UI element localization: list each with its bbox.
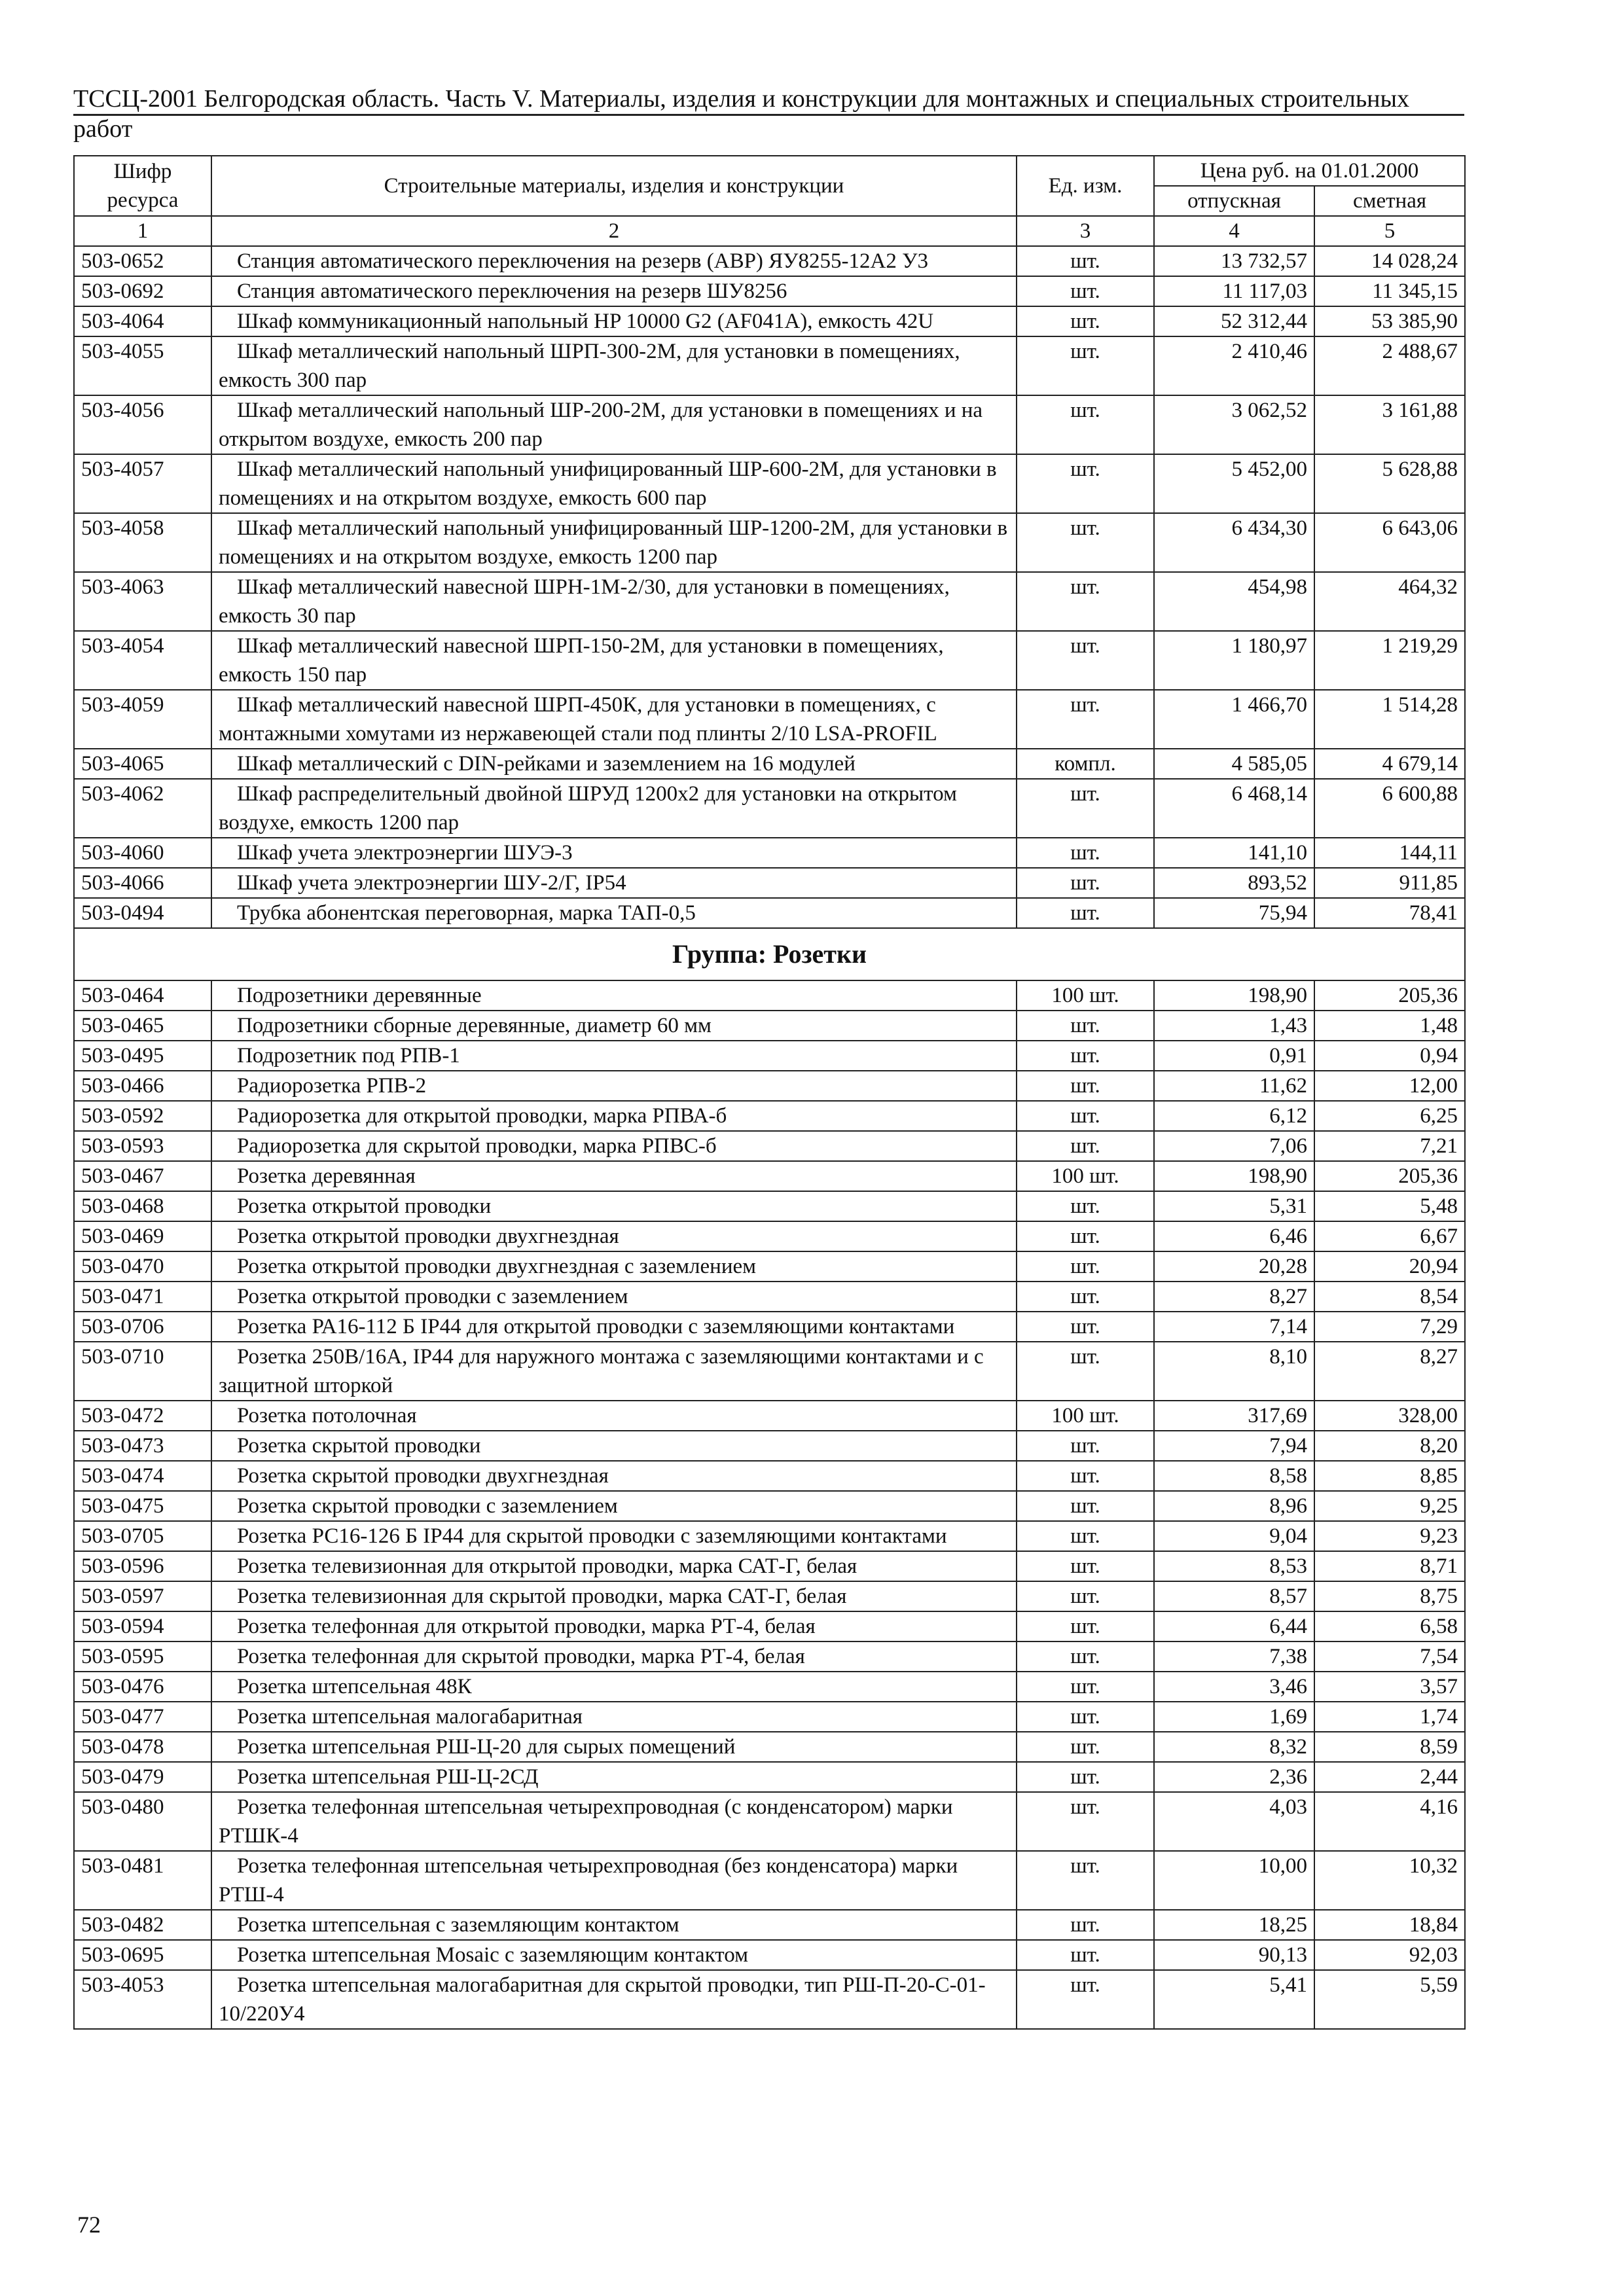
table-row <box>74 1312 1465 1342</box>
cell-release: 1 180,97 <box>1154 631 1314 690</box>
table-row <box>74 980 1465 1011</box>
cell-unit: шт. <box>1017 1282 1154 1312</box>
column-number: 1 <box>74 216 211 246</box>
cell-estimate: 8,75 <box>1314 1581 1465 1611</box>
table-row <box>74 1041 1465 1071</box>
cell-release: 13 732,57 <box>1154 246 1314 276</box>
table-row <box>74 690 1465 749</box>
cell-release: 8,96 <box>1154 1491 1314 1521</box>
table-row <box>74 1491 1465 1521</box>
cell-estimate: 5,59 <box>1314 1970 1465 2029</box>
cell-name: Розетка потолочная <box>211 1401 1017 1431</box>
cell-name: Розетка 250В/16А, IP44 для наружного монтажа с заземляющими контактами и с защитной шторкой <box>211 1342 1017 1401</box>
cell-estimate: 0,94 <box>1314 1041 1465 1071</box>
group-row <box>74 928 1465 980</box>
cell-name: Розетка телефонная штепсельная четырехпроводная (без конденсатора) марки РТШ-4 <box>211 1851 1017 1910</box>
cell-unit: шт. <box>1017 306 1154 336</box>
cell-release: 454,98 <box>1154 572 1314 631</box>
cell-code: 503-0466 <box>74 1071 211 1101</box>
cell-unit: шт. <box>1017 1312 1154 1342</box>
table-row <box>74 1581 1465 1611</box>
cell-release: 1 466,70 <box>1154 690 1314 749</box>
cell-release: 5,31 <box>1154 1191 1314 1221</box>
cell-estimate: 2 488,67 <box>1314 336 1465 395</box>
cell-release: 2,36 <box>1154 1762 1314 1792</box>
cell-release: 7,38 <box>1154 1641 1314 1672</box>
cell-code: 503-0596 <box>74 1551 211 1581</box>
cell-release: 6,12 <box>1154 1101 1314 1131</box>
cell-name: Розетка телефонная для открытой проводки, марка РТ-4, белая <box>211 1611 1017 1641</box>
cell-unit: шт. <box>1017 1191 1154 1221</box>
cell-code: 503-0594 <box>74 1611 211 1641</box>
cell-release: 5,41 <box>1154 1970 1314 2029</box>
cell-name: Шкаф металлический навесной ШРП-150-2М, для установки в помещениях, емкость 150 пар <box>211 631 1017 690</box>
cell-code: 503-0479 <box>74 1762 211 1792</box>
table-row <box>74 838 1465 868</box>
table-row <box>74 395 1465 454</box>
cell-estimate: 6 643,06 <box>1314 513 1465 572</box>
cell-release: 90,13 <box>1154 1940 1314 1970</box>
cell-estimate: 4,16 <box>1314 1792 1465 1851</box>
cell-unit: шт. <box>1017 572 1154 631</box>
cell-name: Шкаф коммуникационный напольный HP 10000 G2 (AF041A), емкость 42U <box>211 306 1017 336</box>
table-row <box>74 1732 1465 1762</box>
cell-unit: шт. <box>1017 276 1154 306</box>
cell-name: Шкаф металлический навесной ШРП-450К, для установки в помещениях, с монтажными хомутами из нержавеющей стали под плинты 2/10 LSA-PROFIL <box>211 690 1017 749</box>
cell-estimate: 5,48 <box>1314 1191 1465 1221</box>
table-row <box>74 1970 1465 2029</box>
cell-estimate: 8,54 <box>1314 1282 1465 1312</box>
table-row <box>74 749 1465 779</box>
cell-estimate: 8,20 <box>1314 1431 1465 1461</box>
cell-estimate: 14 028,24 <box>1314 246 1465 276</box>
cell-name: Розетка скрытой проводки <box>211 1431 1017 1461</box>
cell-release: 6 468,14 <box>1154 779 1314 838</box>
cell-release: 0,91 <box>1154 1041 1314 1071</box>
cell-release: 141,10 <box>1154 838 1314 868</box>
cell-release: 198,90 <box>1154 980 1314 1011</box>
cell-release: 7,14 <box>1154 1312 1314 1342</box>
cell-unit: шт. <box>1017 1851 1154 1910</box>
cell-name: Розетка открытой проводки с заземлением <box>211 1282 1017 1312</box>
cell-unit: шт. <box>1017 336 1154 395</box>
page-title: ТССЦ-2001 Белгородская область. Часть V. Материалы, изделия и конструкции для монтажных и специальных строительных работ <box>73 85 1410 143</box>
cell-code: 503-0597 <box>74 1581 211 1611</box>
cell-release: 4,03 <box>1154 1792 1314 1851</box>
cell-estimate: 1,48 <box>1314 1011 1465 1041</box>
column-number: 5 <box>1314 216 1465 246</box>
cell-release: 3,46 <box>1154 1672 1314 1702</box>
cell-unit: шт. <box>1017 779 1154 838</box>
cell-name: Подрозетники сборные деревянные, диаметр 60 мм <box>211 1011 1017 1041</box>
cell-unit: шт. <box>1017 1491 1154 1521</box>
cell-code: 503-0495 <box>74 1041 211 1071</box>
cell-release: 8,32 <box>1154 1732 1314 1762</box>
cell-unit: шт. <box>1017 898 1154 928</box>
header-rule <box>73 114 1464 116</box>
cell-estimate: 7,54 <box>1314 1641 1465 1672</box>
cell-estimate: 3,57 <box>1314 1672 1465 1702</box>
column-number: 4 <box>1154 216 1314 246</box>
table-row <box>74 1702 1465 1732</box>
cell-unit: 100 шт. <box>1017 1401 1154 1431</box>
cell-estimate: 2,44 <box>1314 1762 1465 1792</box>
cell-estimate: 53 385,90 <box>1314 306 1465 336</box>
cell-release: 317,69 <box>1154 1401 1314 1431</box>
cell-code: 503-4053 <box>74 1970 211 2029</box>
cell-estimate: 8,59 <box>1314 1732 1465 1762</box>
cell-estimate: 18,84 <box>1314 1910 1465 1940</box>
table-row <box>74 1011 1465 1041</box>
header-unit: Ед. изм. <box>1017 156 1154 216</box>
cell-name: Розетка открытой проводки двухгнездная с заземлением <box>211 1251 1017 1282</box>
cell-unit: компл. <box>1017 749 1154 779</box>
cell-code: 503-4059 <box>74 690 211 749</box>
cell-estimate: 1 514,28 <box>1314 690 1465 749</box>
cell-name: Шкаф распределительный двойной ШРУД 1200х2 для установки на открытом воздухе, емкость 1200 пар <box>211 779 1017 838</box>
table-row <box>74 868 1465 898</box>
table-row <box>74 1131 1465 1161</box>
cell-unit: шт. <box>1017 454 1154 513</box>
group-section <box>74 928 1465 980</box>
column-number: 2 <box>211 216 1017 246</box>
cell-unit: шт. <box>1017 1131 1154 1161</box>
cell-code: 503-0595 <box>74 1641 211 1672</box>
cell-estimate: 1 219,29 <box>1314 631 1465 690</box>
cell-name: Розетка штепсельная РШ-Ц-2СД <box>211 1762 1017 1792</box>
cell-estimate: 11 345,15 <box>1314 276 1465 306</box>
cell-release: 6,46 <box>1154 1221 1314 1251</box>
table-row <box>74 513 1465 572</box>
cell-release: 52 312,44 <box>1154 306 1314 336</box>
cell-unit: шт. <box>1017 1461 1154 1491</box>
column-number-row <box>74 216 1465 246</box>
cell-unit: шт. <box>1017 1071 1154 1101</box>
table-row <box>74 1071 1465 1101</box>
cell-estimate: 4 679,14 <box>1314 749 1465 779</box>
cell-estimate: 1,74 <box>1314 1702 1465 1732</box>
cell-name: Радиорозетка для скрытой проводки, марка РПВС-б <box>211 1131 1017 1161</box>
cell-name: Шкаф металлический навесной ШРН-1М-2/30, для установки в помещениях, емкость 30 пар <box>211 572 1017 631</box>
table-row <box>74 1431 1465 1461</box>
cell-code: 503-0474 <box>74 1461 211 1491</box>
cell-name: Розетка телефонная штепсельная четырехпроводная (с конденсатором) марки РТШК-4 <box>211 1792 1017 1851</box>
cell-unit: шт. <box>1017 838 1154 868</box>
cell-name: Подрозетник под РПВ-1 <box>211 1041 1017 1071</box>
cell-unit: шт. <box>1017 1940 1154 1970</box>
cell-unit: шт. <box>1017 1221 1154 1251</box>
cell-name: Радиорозетка для открытой проводки, марка РПВА-б <box>211 1101 1017 1131</box>
cell-unit: шт. <box>1017 1251 1154 1282</box>
group-title: Группа: Розетки <box>74 928 1465 980</box>
cell-name: Шкаф учета электроэнергии ШУЭ-3 <box>211 838 1017 868</box>
cell-unit: шт. <box>1017 1672 1154 1702</box>
cell-unit: шт. <box>1017 246 1154 276</box>
cell-name: Розетка штепсельная 48К <box>211 1672 1017 1702</box>
cell-code: 503-4054 <box>74 631 211 690</box>
table-row <box>74 246 1465 276</box>
cell-estimate: 205,36 <box>1314 1161 1465 1191</box>
cell-name: Розетка открытой проводки двухгнездная <box>211 1221 1017 1251</box>
cell-release: 8,57 <box>1154 1581 1314 1611</box>
cell-name: Розетка штепсельная малогабаритная для скрытой проводки, тип РШ-П-20-С-01-10/220У4 <box>211 1970 1017 2029</box>
cell-code: 503-0706 <box>74 1312 211 1342</box>
table-row <box>74 1342 1465 1401</box>
table-row <box>74 898 1465 928</box>
cell-estimate: 12,00 <box>1314 1071 1465 1101</box>
table-row <box>74 1851 1465 1910</box>
cell-code: 503-0470 <box>74 1251 211 1282</box>
cell-release: 10,00 <box>1154 1851 1314 1910</box>
header-estimate: сметная <box>1314 186 1465 216</box>
cell-release: 3 062,52 <box>1154 395 1314 454</box>
cell-code: 503-0482 <box>74 1910 211 1940</box>
cell-estimate: 911,85 <box>1314 868 1465 898</box>
table-row <box>74 276 1465 306</box>
cell-release: 2 410,46 <box>1154 336 1314 395</box>
cell-code: 503-0593 <box>74 1131 211 1161</box>
cell-unit: шт. <box>1017 1792 1154 1851</box>
cell-estimate: 5 628,88 <box>1314 454 1465 513</box>
cell-code: 503-4060 <box>74 838 211 868</box>
cell-code: 503-0476 <box>74 1672 211 1702</box>
cell-unit: шт. <box>1017 690 1154 749</box>
cell-name: Шкаф металлический напольный ШР-200-2М, для установки в помещениях и на открытом воздухе, емкость 200 пар <box>211 395 1017 454</box>
table-row <box>74 1792 1465 1851</box>
cell-name: Розетка штепсельная РШ-Ц-20 для сырых помещений <box>211 1732 1017 1762</box>
cell-name: Шкаф металлический напольный унифицированный ШР-1200-2М, для установки в помещениях и на открытом воздухе, емкость 1200 пар <box>211 513 1017 572</box>
cell-code: 503-0472 <box>74 1401 211 1431</box>
cell-name: Станция автоматического переключения на резерв (АВР) ЯУ8255-12А2 У3 <box>211 246 1017 276</box>
cell-release: 8,58 <box>1154 1461 1314 1491</box>
cell-name: Розетка штепсельная малогабаритная <box>211 1702 1017 1732</box>
table-row <box>74 1251 1465 1282</box>
table-row <box>74 306 1465 336</box>
cell-estimate: 205,36 <box>1314 980 1465 1011</box>
column-number: 3 <box>1017 216 1154 246</box>
cell-estimate: 78,41 <box>1314 898 1465 928</box>
table-row <box>74 336 1465 395</box>
cell-release: 9,04 <box>1154 1521 1314 1551</box>
cell-estimate: 8,27 <box>1314 1342 1465 1401</box>
cell-estimate: 8,71 <box>1314 1551 1465 1581</box>
cell-unit: шт. <box>1017 1641 1154 1672</box>
cell-estimate: 3 161,88 <box>1314 395 1465 454</box>
cell-unit: шт. <box>1017 1910 1154 1940</box>
cell-release: 1,43 <box>1154 1011 1314 1041</box>
cell-unit: шт. <box>1017 1041 1154 1071</box>
cell-unit: шт. <box>1017 631 1154 690</box>
cell-code: 503-0652 <box>74 246 211 276</box>
cell-release: 6 434,30 <box>1154 513 1314 572</box>
cell-code: 503-0473 <box>74 1431 211 1461</box>
cell-code: 503-0692 <box>74 276 211 306</box>
cell-unit: шт. <box>1017 395 1154 454</box>
cell-code: 503-0467 <box>74 1161 211 1191</box>
cell-unit: шт. <box>1017 1521 1154 1551</box>
header-release: отпускная <box>1154 186 1314 216</box>
cell-code: 503-0475 <box>74 1491 211 1521</box>
cell-unit: 100 шт. <box>1017 1161 1154 1191</box>
table-row <box>74 1191 1465 1221</box>
table-row <box>74 1672 1465 1702</box>
cell-estimate: 144,11 <box>1314 838 1465 868</box>
rows-group <box>74 980 1465 2029</box>
cell-code: 503-0469 <box>74 1221 211 1251</box>
cell-release: 18,25 <box>1154 1910 1314 1940</box>
cell-name: Розетка штепсельная с заземляющим контактом <box>211 1910 1017 1940</box>
table-row <box>74 1551 1465 1581</box>
table-row <box>74 1401 1465 1431</box>
cell-unit: шт. <box>1017 1732 1154 1762</box>
cell-release: 11,62 <box>1154 1071 1314 1101</box>
cell-estimate: 20,94 <box>1314 1251 1465 1282</box>
cell-code: 503-4064 <box>74 306 211 336</box>
cell-code: 503-0464 <box>74 980 211 1011</box>
cell-unit: шт. <box>1017 1702 1154 1732</box>
cell-name: Розетка РА16-112 Б IP44 для открытой проводки с заземляющими контактами <box>211 1312 1017 1342</box>
table-row <box>74 779 1465 838</box>
cell-unit: шт. <box>1017 1581 1154 1611</box>
cell-unit: шт. <box>1017 1342 1154 1401</box>
cell-code: 503-4066 <box>74 868 211 898</box>
rows-top <box>74 246 1465 928</box>
cell-code: 503-0480 <box>74 1792 211 1851</box>
cell-unit: шт. <box>1017 1011 1154 1041</box>
cell-release: 8,27 <box>1154 1282 1314 1312</box>
cell-unit: 100 шт. <box>1017 980 1154 1011</box>
price-table <box>73 155 1466 2030</box>
table-row <box>74 1461 1465 1491</box>
table-row <box>74 1221 1465 1251</box>
table-row <box>74 1611 1465 1641</box>
cell-release: 7,94 <box>1154 1431 1314 1461</box>
table-row <box>74 1910 1465 1940</box>
cell-release: 75,94 <box>1154 898 1314 928</box>
cell-unit: шт. <box>1017 868 1154 898</box>
cell-unit: шт. <box>1017 1611 1154 1641</box>
cell-code: 503-0471 <box>74 1282 211 1312</box>
cell-name: Розетка телевизионная для открытой проводки, марка САТ-Г, белая <box>211 1551 1017 1581</box>
cell-release: 4 585,05 <box>1154 749 1314 779</box>
cell-name: Розетка РС16-126 Б IP44 для скрытой проводки с заземляющими контактами <box>211 1521 1017 1551</box>
cell-name: Розетка телевизионная для скрытой проводки, марка САТ-Г, белая <box>211 1581 1017 1611</box>
cell-estimate: 9,23 <box>1314 1521 1465 1551</box>
table-row <box>74 1101 1465 1131</box>
cell-name: Радиорозетка РПВ-2 <box>211 1071 1017 1101</box>
cell-code: 503-4063 <box>74 572 211 631</box>
cell-release: 11 117,03 <box>1154 276 1314 306</box>
table-row <box>74 1641 1465 1672</box>
cell-name: Станция автоматического переключения на резерв ШУ8256 <box>211 276 1017 306</box>
cell-release: 6,44 <box>1154 1611 1314 1641</box>
cell-name: Трубка абонентская переговорная, марка ТАП-0,5 <box>211 898 1017 928</box>
cell-estimate: 92,03 <box>1314 1940 1465 1970</box>
table-row <box>74 631 1465 690</box>
page-number: 72 <box>77 2212 101 2238</box>
cell-name: Розетка открытой проводки <box>211 1191 1017 1221</box>
cell-unit: шт. <box>1017 1101 1154 1131</box>
cell-name: Шкаф учета электроэнергии ШУ-2/Г, IP54 <box>211 868 1017 898</box>
cell-name: Розетка скрытой проводки с заземлением <box>211 1491 1017 1521</box>
cell-code: 503-4055 <box>74 336 211 395</box>
cell-release: 8,53 <box>1154 1551 1314 1581</box>
cell-estimate: 6,67 <box>1314 1221 1465 1251</box>
cell-code: 503-0478 <box>74 1732 211 1762</box>
cell-release: 198,90 <box>1154 1161 1314 1191</box>
cell-code: 503-0592 <box>74 1101 211 1131</box>
cell-release: 7,06 <box>1154 1131 1314 1161</box>
cell-estimate: 6,25 <box>1314 1101 1465 1131</box>
cell-release: 5 452,00 <box>1154 454 1314 513</box>
cell-estimate: 6,58 <box>1314 1611 1465 1641</box>
table-row <box>74 1282 1465 1312</box>
table-row <box>74 1161 1465 1191</box>
cell-estimate: 8,85 <box>1314 1461 1465 1491</box>
table-row <box>74 1521 1465 1551</box>
cell-name: Шкаф металлический с DIN-рейками и заземлением на 16 модулей <box>211 749 1017 779</box>
cell-release: 1,69 <box>1154 1702 1314 1732</box>
cell-code: 503-0710 <box>74 1342 211 1401</box>
cell-release: 20,28 <box>1154 1251 1314 1282</box>
cell-unit: шт. <box>1017 513 1154 572</box>
cell-release: 8,10 <box>1154 1342 1314 1401</box>
cell-name: Шкаф металлический напольный унифицированный ШР-600-2М, для установки в помещениях и на открытом воздухе, емкость 600 пар <box>211 454 1017 513</box>
cell-code: 503-4065 <box>74 749 211 779</box>
cell-code: 503-0477 <box>74 1702 211 1732</box>
cell-code: 503-4056 <box>74 395 211 454</box>
page-header <box>73 84 1464 144</box>
header-name: Строительные материалы, изделия и конструкции <box>211 156 1017 216</box>
cell-code: 503-0481 <box>74 1851 211 1910</box>
cell-code: 503-0465 <box>74 1011 211 1041</box>
cell-estimate: 6 600,88 <box>1314 779 1465 838</box>
cell-estimate: 464,32 <box>1314 572 1465 631</box>
cell-estimate: 7,21 <box>1314 1131 1465 1161</box>
cell-name: Шкаф металлический напольный ШРП-300-2М, для установки в помещениях, емкость 300 пар <box>211 336 1017 395</box>
table-row <box>74 572 1465 631</box>
header-price: Цена руб. на 01.01.2000 <box>1154 156 1465 186</box>
cell-name: Розетка деревянная <box>211 1161 1017 1191</box>
cell-code: 503-4062 <box>74 779 211 838</box>
cell-release: 893,52 <box>1154 868 1314 898</box>
cell-estimate: 9,25 <box>1314 1491 1465 1521</box>
cell-name: Розетка штепсельная Mosaic с заземляющим контактом <box>211 1940 1017 1970</box>
table-row <box>74 1762 1465 1792</box>
cell-unit: шт. <box>1017 1431 1154 1461</box>
table-row <box>74 454 1465 513</box>
cell-name: Подрозетники деревянные <box>211 980 1017 1011</box>
cell-unit: шт. <box>1017 1970 1154 2029</box>
header-code: Шифр ресурса <box>74 156 211 216</box>
cell-name: Розетка скрытой проводки двухгнездная <box>211 1461 1017 1491</box>
cell-estimate: 328,00 <box>1314 1401 1465 1431</box>
cell-name: Розетка телефонная для скрытой проводки, марка РТ-4, белая <box>211 1641 1017 1672</box>
cell-code: 503-0695 <box>74 1940 211 1970</box>
cell-estimate: 7,29 <box>1314 1312 1465 1342</box>
cell-unit: шт. <box>1017 1551 1154 1581</box>
cell-code: 503-4058 <box>74 513 211 572</box>
cell-code: 503-0705 <box>74 1521 211 1551</box>
table-row <box>74 1940 1465 1970</box>
cell-code: 503-0468 <box>74 1191 211 1221</box>
cell-code: 503-4057 <box>74 454 211 513</box>
cell-code: 503-0494 <box>74 898 211 928</box>
cell-unit: шт. <box>1017 1762 1154 1792</box>
cell-estimate: 10,32 <box>1314 1851 1465 1910</box>
